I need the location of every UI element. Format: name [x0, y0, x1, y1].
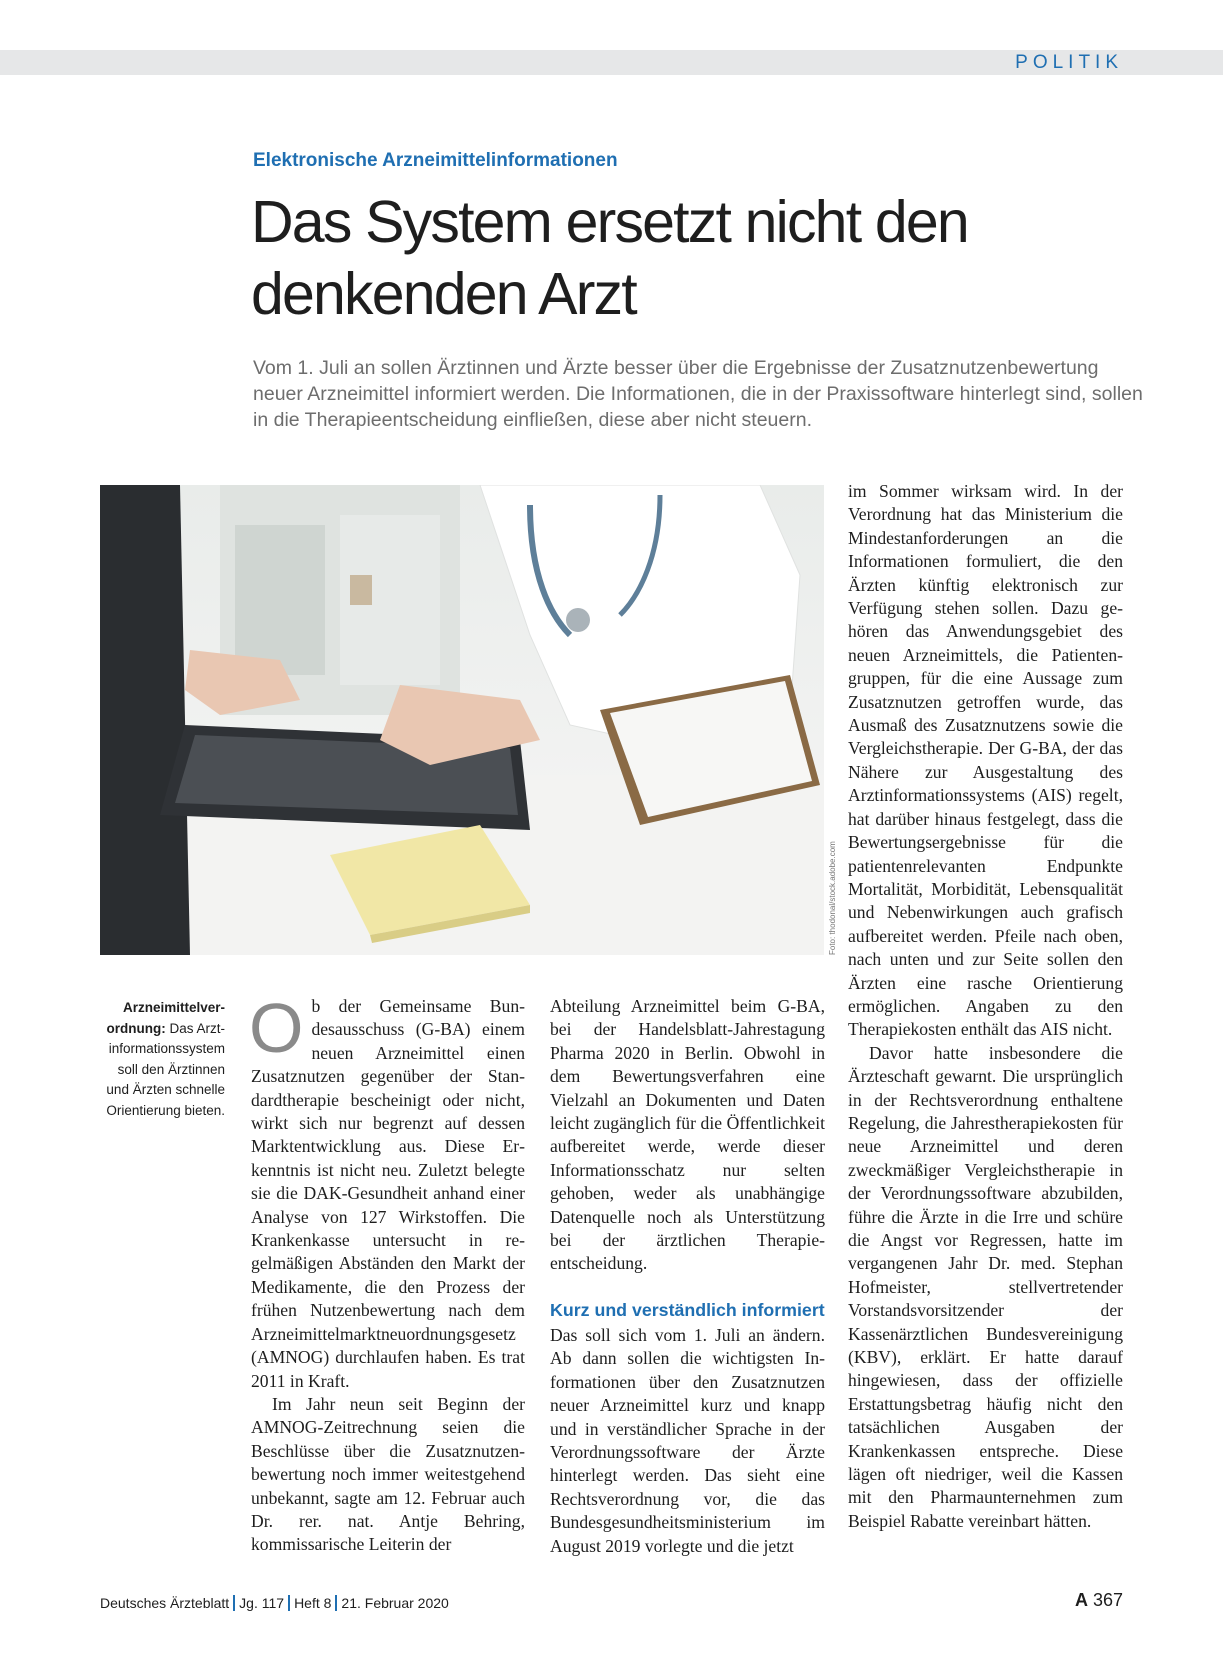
- footer-date: 21. Februar 2020: [341, 1595, 449, 1611]
- section-label: POLITIK: [1015, 52, 1123, 73]
- article-subhead: Kurz und verständlich informiert: [550, 1299, 825, 1320]
- body-column-2: [550, 995, 825, 1558]
- headline-line-2: denkenden Arzt: [251, 261, 636, 327]
- article-kicker: Elektronische Arzneimittelinformationen: [253, 150, 618, 171]
- caption-text: Das Arztinformationssystem soll den Ärztinnen und Ärzten schnelle Orientierung bieten.: [106, 1020, 225, 1118]
- page-prefix: A: [1074, 1590, 1088, 1610]
- paragraph-6: Davor hatte insbesondere die Ärzteschaft gewarnt. Die ursprünglich in der Rechtsverordnung enthaltene Regelung, die Jahrestherapiekosten für neue Arzneimittel und deren zweckmäßiger Vergleichstherapie in der Verordnungssoftware abzubilden, führe die Ärzte in die Irre und schüre die Angst vor Regressen, hatte im vergangenen Jahr Dr. med. Stephan Hofmeister, stellvertretender Vorstandsvorsitzender der Kassenärztlichen Bundesvereinigung (KBV), erklärt. Er hatte darauf hingewiesen, dass der offizielle Erstattungsbetrag häufig nicht den tatsächlichen Ausgaben der Krankenkassen entspreche. Diese lägen oft niedriger, weil die Kassen mit den Pharmaunternehmen zum Beispiel Rabatte vereinbart hätten.: [848, 1042, 1123, 1531]
- footer-volume: Jg. 117: [239, 1595, 285, 1611]
- article-headline: [251, 186, 1151, 330]
- article-photo: [100, 485, 824, 955]
- paragraph-1: [249, 989, 525, 1393]
- body-column-3: [848, 480, 1123, 1533]
- photo-credit: Foto: thodonal/stock.adobe.com: [828, 841, 837, 955]
- footer-separator: [288, 1595, 290, 1611]
- page-number-value: 367: [1092, 1590, 1123, 1610]
- paragraph-4: Das soll sich vom 1. Juli an ändern. Ab dann sollen die wichtigsten Informationen über den Zusatznutzen neuer Arzneimittel kurz und knapp und in verständlicher Sprache in der Verordnungssoftware der Ärzte hinterlegt werden. Das sieht eine Rechtsverordnung vor, die das Bundesgesundheitsministerium im August 2019 vorlegte und die jetzt: [550, 1324, 825, 1556]
- footer-citation: [100, 1595, 449, 1611]
- page-number: [1075, 1590, 1123, 1611]
- drop-cap: O: [249, 989, 304, 1067]
- footer-journal: Deutsches Ärzteblatt: [100, 1595, 230, 1611]
- headline-line-1: Das System ersetzt nicht den: [251, 189, 968, 255]
- paragraph-5: im Sommer wirksam wird. In der Verordnung hat das Ministerium die Mindestanforderungen an die Informationen formuliert, die den Ärzten künftig elektronisch zur Verfügung stehen sollen. Dazu gehören das Anwendungsgebiet des neuen Arzneimittels, die Patientengruppen, für die eine Aussage zum Zusatznutzen getroffen wurde, das Ausmaß des Zusatznutzens sowie die Vergleichstherapie. Der G-BA, der das Nähere zur Ausgestaltung des Arztinformationssystems (AIS) regelt, hat darüber hinaus festgelegt, dass die Bewertungsergebnisse für die patientenrelevanten Endpunkte Mortalität, Morbidität, Lebensqualität und Nebenwirkungen auch grafisch aufbereitet werden. Pfeile nach oben, nach unten und zur Seite sollen den Ärzten eine rasche Orientierung ermöglichen. Angaben zu den Therapiekosten enthält das AIS nicht.: [848, 481, 1123, 1040]
- article-lead: Vom 1. Juli an sollen Ärztinnen und Ärzte besser über die Ergebnisse der Zusatznutzenbewertung neuer Arzneimittel informiert werden. Die Informationen, die in der Praxissoftware hinterlegt sind, sollen in die Therapieentscheidung einfließen, diese aber nicht steuern.: [253, 357, 1143, 431]
- paragraph-1-text: b der Gemeinsame Bundesausschuss (G-BA) einem neuen Arzneimittel einen Zusatznutzen gegenüber der Standardtherapie bescheinigt oder nicht, wirkt sich nur begrenzt auf dessen Marktentwicklung aus. Diese Erkenntnis ist nicht neu. Zuletzt belegte sie die DAK-Gesundheit anhand einer Analyse von 127 Wirkstoffen. Die Krankenkasse untersucht in regelmäßigen Abständen den Markt der Medikamente, die den Prozess der frühen Nutzenbewertung nach dem Arzneimittelmarktneuordnungsgesetz (AMNOG) durchlaufen haben. Es trat 2011 in Kraft.: [251, 996, 525, 1391]
- doctor-at-keyboard-illustration: [100, 485, 824, 955]
- footer-separator: [335, 1595, 337, 1611]
- paragraph-3: Abteilung Arzneimittel beim G-BA, bei der Handelsblatt-Jahrestagung Pharma 2020 in Berlin. Obwohl in dem Bewertungsverfahren eine Vielzahl an Dokumenten und Daten leicht zugänglich für die Öffentlichkeit aufbereitet werde, werde dieser Informationsschatz nur selten gehoben, weder als unabhängige Datenquelle noch als Unterstützung bei der ärztlichen Therapieentscheidung.: [550, 996, 825, 1274]
- photo-caption: [100, 998, 225, 1121]
- paragraph-2: Im Jahr neun seit Beginn der AMNOG-Zeitrechnung seien die Beschlüsse über die Zusatznutzenbewertung noch immer weitestgehend unbekannt, sagte am 12. Februar auch Dr. rer. nat. Antje Behring, kommissarische Leiterin der: [251, 1393, 525, 1555]
- body-column-1: [249, 989, 525, 1557]
- footer-issue: Heft 8: [294, 1595, 332, 1611]
- footer-separator: [233, 1595, 235, 1611]
- caption-title: Arzneimittelverordnung:: [106, 1000, 225, 1036]
